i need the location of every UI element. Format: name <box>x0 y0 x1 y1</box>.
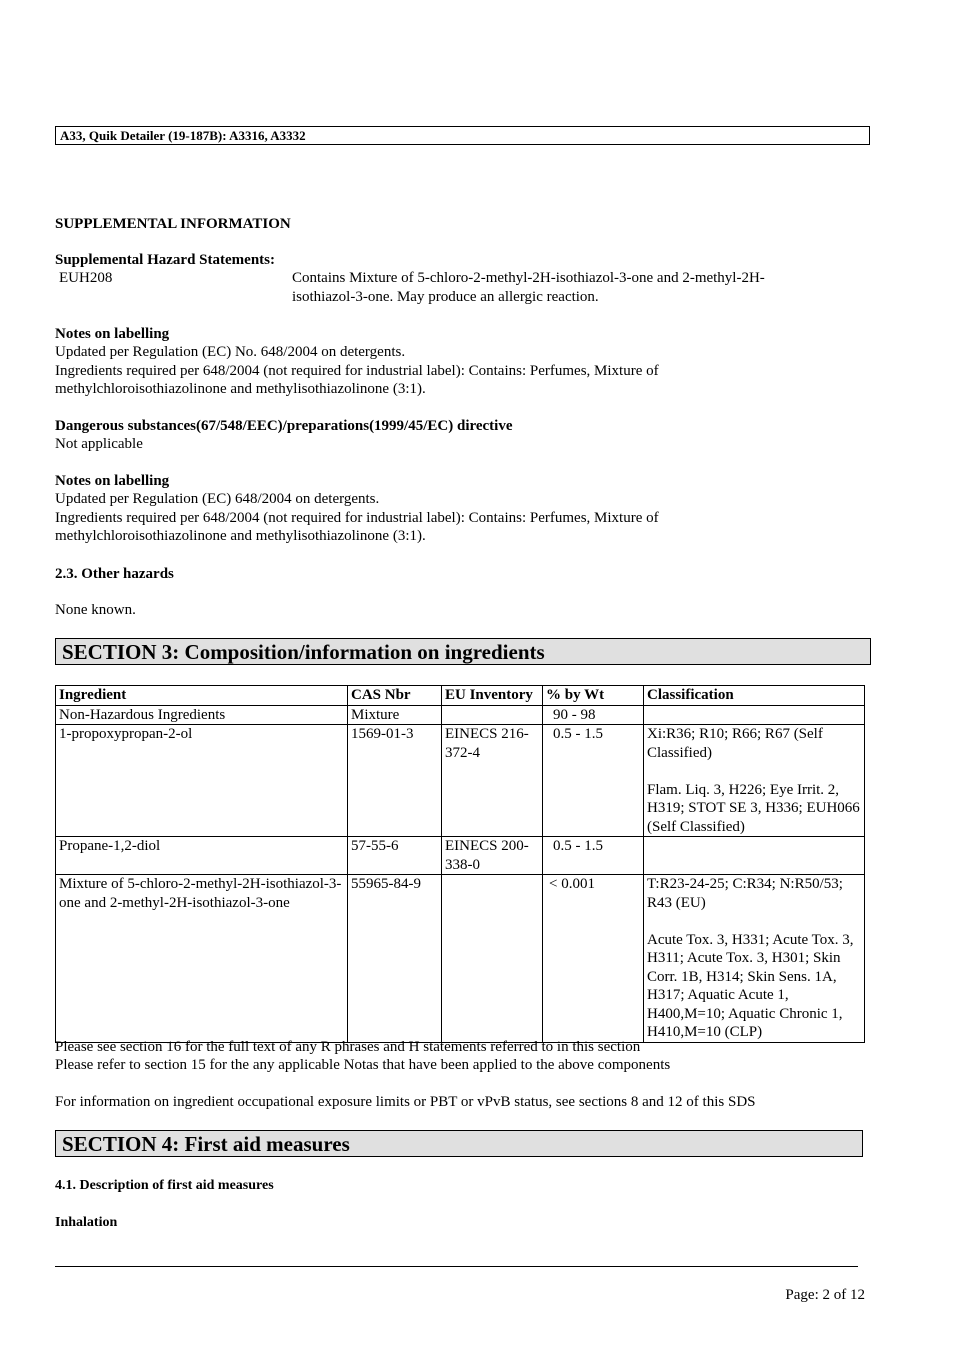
other-hazards-text: None known. <box>55 602 136 618</box>
section-3-note-3: For information on ingredient occupational exposure limits or PBT or vPvB status, see sections 8 and 12 of this SDS <box>55 1094 756 1110</box>
other-hazards-heading: 2.3. Other hazards <box>55 566 174 582</box>
ingredients-table <box>55 685 865 1043</box>
dangerous-substances-text: Not applicable <box>55 436 143 452</box>
supplemental-heading: SUPPLEMENTAL INFORMATION <box>55 216 291 232</box>
notes-labelling-1-line-3: methylchloroisothiazolinone and methylisothiazolinone (3:1). <box>55 381 426 397</box>
notes-labelling-1-line-2: Ingredients required per 648/2004 (not required for industrial label): Contains: Perfumes, Mixture of <box>55 363 659 379</box>
notes-labelling-heading-2: Notes on labelling <box>55 473 170 489</box>
cell-eu <box>442 705 543 725</box>
classification-line: Acute Tox. 3, H331; Acute Tox. 3, H311; Acute Tox. 3, H301; Skin Corr. 1B, H314; Skin Sens. 1A, H317; Aquatic Acute 1, H400,M=10; Aquatic Chronic 1, H410,M=10 (CLP) <box>647 931 854 1040</box>
cell-classification <box>644 705 865 725</box>
cell-ingredient: 1-propoxypropan-2-ol <box>56 725 348 837</box>
cell-cas: 1569-01-3 <box>348 725 442 837</box>
cell-wt: 0.5 - 1.5 <box>543 725 644 837</box>
table-row <box>56 725 865 837</box>
section-4-title: SECTION 4: First aid measures <box>55 1130 863 1157</box>
first-aid-description-heading: 4.1. Description of first aid measures <box>55 1178 274 1193</box>
euh-code: EUH208 <box>59 270 113 286</box>
notes-labelling-2-line-2: Ingredients required per 648/2004 (not required for industrial label): Contains: Perfumes, Mixture of <box>55 510 659 526</box>
cell-classification <box>644 837 865 875</box>
table-row <box>56 875 865 1043</box>
cell-eu: EINECS 200-338-0 <box>442 837 543 875</box>
notes-labelling-2-line-1: Updated per Regulation (EC) 648/2004 on detergents. <box>55 491 380 507</box>
document-header: A33, Quik Detailer (19-187B): A3316, A3332 <box>55 126 870 145</box>
classification-line: T:R23-24-25; C:R34; N:R50/53; R43 (EU) <box>647 876 843 911</box>
page-number: Page: 2 of 12 <box>785 1287 865 1303</box>
cell-cas: 55965-84-9 <box>348 875 442 1043</box>
cell-eu: EINECS 216-372-4 <box>442 725 543 837</box>
cell-ingredient: Mixture of 5-chloro-2-methyl-2H-isothiazol-3-one and 2-methyl-2H-isothiazol-3-one <box>56 875 348 1043</box>
cell-cas: Mixture <box>348 705 442 725</box>
column-header-classification: Classification <box>644 686 865 706</box>
classification-line: Flam. Liq. 3, H226; Eye Irrit. 2, H319; STOT SE 3, H336; EUH066 (Self Classified) <box>647 781 860 835</box>
cell-eu <box>442 875 543 1043</box>
notes-labelling-1-line-1: Updated per Regulation (EC) No. 648/2004 on detergents. <box>55 344 406 360</box>
table-row <box>56 705 865 725</box>
cell-wt: 90 - 98 <box>543 705 644 725</box>
dangerous-substances-heading: Dangerous substances(67/548/EEC)/preparations(1999/45/EC) directive <box>55 418 513 434</box>
column-header-eu-inventory: EU Inventory <box>442 686 543 706</box>
section-3-note-2: Please refer to section 15 for the any applicable Notas that have been applied to the above components <box>55 1057 671 1073</box>
table-row <box>56 837 865 875</box>
classification-line: Xi:R36; R10; R66; R67 (Self Classified) <box>647 726 823 761</box>
section-3-title: SECTION 3: Composition/information on ingredients <box>55 638 871 665</box>
cell-ingredient: Non-Hazardous Ingredients <box>56 705 348 725</box>
cell-wt: 0.5 - 1.5 <box>543 837 644 875</box>
cell-cas: 57-55-6 <box>348 837 442 875</box>
notes-labelling-heading-1: Notes on labelling <box>55 326 170 342</box>
cell-ingredient: Propane-1,2-diol <box>56 837 348 875</box>
notes-labelling-2-line-3: methylchloroisothiazolinone and methylisothiazolinone (3:1). <box>55 528 426 544</box>
cell-classification <box>644 875 865 1043</box>
cell-wt: < 0.001 <box>543 875 644 1043</box>
euh-text-line-2: isothiazol-3-one. May produce an allergic reaction. <box>292 289 599 305</box>
column-header-ingredient: Ingredient <box>56 686 348 706</box>
footer-divider <box>55 1266 858 1267</box>
section-3-note-1: Please see section 16 for the full text of any R phrases and H statements referred to in this section <box>55 1039 641 1055</box>
supplemental-hazard-heading: Supplemental Hazard Statements: <box>55 252 275 268</box>
cell-classification <box>644 725 865 837</box>
column-header-cas: CAS Nbr <box>348 686 442 706</box>
table-header-row <box>56 686 865 706</box>
inhalation-heading: Inhalation <box>55 1215 118 1230</box>
column-header-wt: % by Wt <box>543 686 644 706</box>
euh-text-line-1: Contains Mixture of 5-chloro-2-methyl-2H-isothiazol-3-one and 2-methyl-2H- <box>292 270 765 286</box>
